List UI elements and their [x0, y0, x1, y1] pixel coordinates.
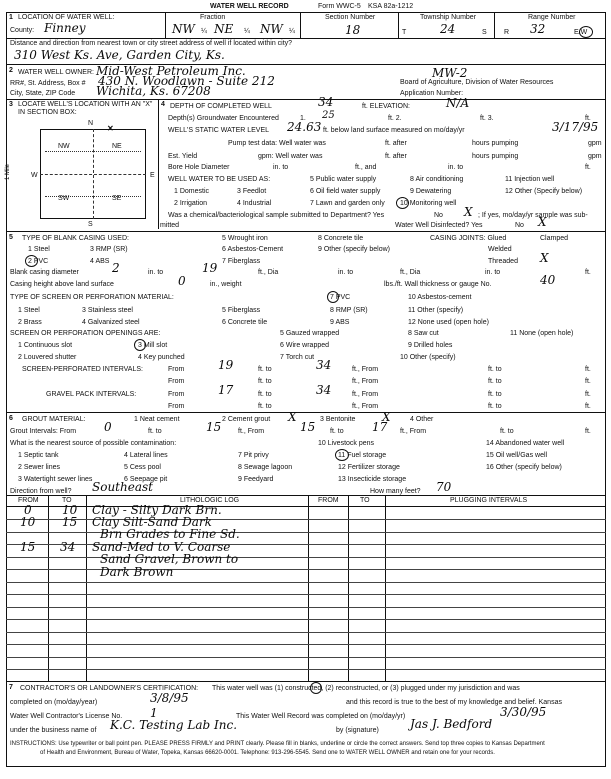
opening-drilled[interactable]: 9 Drilled holes	[408, 342, 453, 349]
range-w-circle	[579, 26, 593, 38]
township-value[interactable]: 24	[440, 22, 456, 36]
yield-after-label: ft. after	[385, 153, 407, 160]
section-6-number: 6	[9, 415, 13, 422]
grout-cement[interactable]: 2 Cement grout	[222, 416, 271, 423]
section-4-number: 4	[161, 101, 165, 108]
signature-value[interactable]: Jas J. Bedford	[410, 717, 493, 731]
opening-none[interactable]: 11 None (open hole)	[510, 330, 574, 337]
grout-bentonite[interactable]: 3 Bentonite	[320, 416, 356, 423]
gw1-value[interactable]: 25	[322, 110, 335, 121]
diameter-ft2: ft., Dia	[400, 269, 421, 276]
joints-threaded[interactable]: Threaded	[488, 258, 518, 265]
township-suffix: S	[482, 29, 487, 36]
log-to[interactable]: 15	[62, 515, 78, 529]
pump-hours-label: hours pumping	[472, 140, 519, 147]
pump-test-label: Pump test data: Well water was	[228, 140, 326, 147]
opening-millslot[interactable]: 3 Mill slot	[138, 342, 168, 349]
use-oilfield[interactable]: 6 Oil field water supply	[310, 188, 381, 195]
screen-type-label: TYPE OF SCREEN OR PERFORATION MATERIAL:	[10, 294, 174, 301]
height-label: Casing height above land surface	[10, 281, 114, 288]
log-rule	[6, 582, 606, 583]
log-text[interactable]: Sand Gravel, Brown to	[100, 552, 239, 566]
use-dewatering[interactable]: 9 Dewatering	[410, 188, 452, 195]
pvc-circle	[25, 255, 38, 267]
casing-type-label: TYPE OF BLANK CASING USED:	[22, 235, 129, 242]
gravel-ft2: ft.	[585, 403, 591, 410]
elevation-label: ft. ELEVATION:	[362, 103, 410, 110]
use-monitoring[interactable]: 10 Monitoring well	[400, 200, 457, 207]
use-feedlot[interactable]: 3 Feedlot	[237, 188, 267, 195]
screen-none[interactable]: 12 None used (open hole)	[408, 319, 489, 326]
range-value[interactable]: 32	[530, 22, 546, 36]
use-public[interactable]: 5 Public water supply	[310, 176, 377, 183]
county-label: County:	[10, 27, 35, 34]
form-title: WATER WELL RECORD	[210, 3, 289, 10]
owner-value[interactable]: Mid-West Petroleum Inc.	[96, 64, 246, 78]
grout-label: GROUT MATERIAL:	[22, 416, 86, 423]
gravel-from-label2: From	[168, 403, 185, 410]
contamination-label: What is the nearest source of possible contamination:	[10, 440, 177, 447]
completed-suffix: and this record is true to the best of my knowledge and belief. Kansas	[346, 699, 562, 706]
grout-neat[interactable]: 1 Neat cement	[134, 416, 180, 423]
static-suffix: ft. below land surface measured on mo/day/yr	[323, 127, 465, 134]
grout-ft-from2: ft., From	[400, 428, 427, 435]
diameter-ft3: ft.	[585, 269, 591, 276]
joints-label: CASING JOINTS: Glued	[430, 235, 507, 242]
log-from[interactable]: 10	[20, 515, 36, 529]
yield-label: Est. Yield	[168, 153, 198, 160]
log-rule	[6, 557, 606, 558]
signature-label: by (signature)	[336, 727, 379, 734]
screen-asbestos[interactable]: 10 Asbestos-cement	[408, 294, 472, 301]
grout-to2-value[interactable]: 17	[372, 420, 388, 434]
grout-bentonite-mark[interactable]: X	[382, 410, 391, 424]
cert-text: This water well was (1) constructed, (2) reconstructed, or (3) plugged under my jurisdiction and was	[212, 685, 520, 692]
contam-lagoon[interactable]: 8 Sewage lagoon	[238, 464, 293, 471]
groundwater-label: Depth(s) Groundwater Encountered	[168, 115, 279, 122]
depth-value[interactable]: 34	[318, 95, 334, 109]
license-label: Water Well Contractor's License No.	[10, 713, 123, 720]
section-2-number: 2	[9, 67, 13, 74]
sw-label: SW	[58, 195, 70, 202]
perf-ft-from: ft., From	[352, 366, 379, 373]
perf-to-label: ft. to	[258, 366, 272, 373]
gw3-label: ft. 3.	[480, 115, 494, 122]
contam-cesspool[interactable]: 5 Cess pool	[124, 464, 161, 471]
gw2-label: ft. 2.	[388, 115, 402, 122]
casing-asbestos[interactable]: 6 Asbestos-Cement	[222, 246, 284, 253]
static-level-value[interactable]: 24.63	[287, 120, 322, 134]
yield-gpm-unit: gpm	[588, 153, 602, 160]
disinfected-label: Water Well Disinfected? Yes	[395, 222, 483, 229]
record-label: This Water Well Record was completed on (mo/day/yr)	[236, 713, 406, 720]
diameter-in: in. to	[148, 269, 164, 276]
contam-abandoned[interactable]: 14 Abandoned water well	[486, 440, 565, 447]
board-label: Board of Agriculture, Division of Water Resources	[400, 79, 554, 86]
license-value[interactable]: 1	[150, 706, 158, 720]
casing-pvc[interactable]: 2 PVC	[28, 258, 49, 265]
grout-from-value[interactable]: 0	[104, 420, 112, 434]
casing-concrete[interactable]: 8 Concrete tile	[318, 235, 364, 242]
elevation-value[interactable]: N/A	[446, 96, 470, 110]
diameter-value[interactable]: 2	[112, 261, 120, 275]
chem-no-label: No	[434, 212, 443, 219]
grout-intervals-label: Grout Intervals: From	[10, 428, 77, 435]
casing-fiberglass[interactable]: 7 Fiberglass	[222, 258, 261, 265]
mile-label: 1 Mile	[5, 163, 11, 180]
weight-unit: lbs./ft. Wall thickness or gauge No.	[384, 281, 492, 288]
bore-ft2: ft.	[585, 164, 591, 171]
contam-septic[interactable]: 1 Septic tank	[18, 452, 59, 459]
grout-ft: ft.	[585, 428, 591, 435]
height-in: in., weight	[210, 281, 242, 288]
perf-ft-to3: ft. to	[488, 378, 502, 385]
gravel-ft-to3: ft. to	[488, 403, 502, 410]
address-label: RR#, St. Address, Box #	[10, 80, 86, 87]
county-value[interactable]: Finney	[44, 21, 86, 35]
contam-lateral[interactable]: 4 Lateral lines	[124, 452, 168, 459]
log-to-header: TO	[62, 497, 72, 504]
casing-steel[interactable]: 1 Steel	[28, 246, 50, 253]
business-label: under the business name of	[10, 727, 97, 734]
contam-seepage[interactable]: 6 Seepage pit	[124, 476, 168, 483]
well-id-value[interactable]: MW-2	[432, 66, 468, 80]
opening-keypunched[interactable]: 4 Key punched	[138, 354, 185, 361]
log-rule	[6, 569, 606, 570]
opening-wire[interactable]: 6 Wire wrapped	[280, 342, 330, 349]
direction-label: Direction from well?	[10, 488, 72, 495]
diameter-to-value[interactable]: 19	[202, 261, 218, 275]
log-rule	[6, 594, 606, 595]
gravel-label: GRAVEL PACK INTERVALS:	[46, 391, 137, 398]
gw1-number: 1.	[300, 115, 306, 122]
log-rule	[6, 632, 606, 633]
yield-gpm-label: gpm: Well water was	[258, 153, 323, 160]
screen-galvanized[interactable]: 4 Galvanized steel	[82, 319, 140, 326]
gravel-from-label: From	[168, 391, 185, 398]
grout-to-value[interactable]: 15	[206, 420, 222, 434]
city-value[interactable]: Wichita, Ks. 67208	[96, 84, 211, 98]
perf-ft-from2: ft., From	[352, 378, 379, 385]
diameter-ft: ft., Dia	[258, 269, 279, 276]
log-from[interactable]: 0	[24, 503, 32, 517]
log-rule	[6, 657, 606, 658]
quarter-mark: ¼	[289, 28, 295, 35]
quarter-3[interactable]: NW	[260, 22, 283, 36]
record-date-value[interactable]: 3/30/95	[500, 705, 547, 719]
form-number: Form WWC-5	[318, 3, 361, 10]
grout-cement-mark[interactable]: X	[288, 410, 297, 424]
direction-value[interactable]: Southeast	[92, 480, 153, 494]
log-to[interactable]: 10	[62, 503, 78, 517]
north-label: N	[88, 120, 94, 127]
gravel-ft-from: ft., From	[352, 391, 379, 398]
completed-label: completed on (mo/day/year)	[10, 699, 98, 706]
screen-pvc[interactable]: 7 PVC	[330, 294, 351, 301]
use-air[interactable]: 8 Air conditioning	[410, 176, 464, 183]
pump-gpm-label: gpm	[588, 140, 602, 147]
use-industrial[interactable]: 4 Industrial	[237, 200, 272, 207]
static-level-label: WELL'S STATIC WATER LEVEL	[168, 127, 270, 134]
log-rule	[6, 607, 606, 608]
log-to[interactable]: 34	[60, 540, 76, 554]
range-prefix: R	[504, 29, 510, 36]
log-text[interactable]: Clay Silt-Sand Dark	[92, 515, 212, 529]
screen-other[interactable]: 11 Other (specify)	[408, 307, 464, 314]
log-rule	[6, 619, 606, 620]
section-7-number: 7	[9, 684, 13, 691]
contam-sewer[interactable]: 2 Sewer lines	[18, 464, 61, 471]
use-lawn[interactable]: 7 Lawn and garden only	[310, 200, 385, 207]
contam-oilwell[interactable]: 15 Oil well/Gas well	[486, 452, 548, 459]
use-label: WELL WATER TO BE USED AS:	[168, 176, 271, 183]
chem-mitted: mitted	[160, 222, 180, 229]
west-label: W	[31, 172, 38, 179]
perf-from-value[interactable]: 19	[218, 358, 234, 372]
chem-sample-label: Was a chemical/bacteriological sample submitted to Department? Yes	[168, 212, 385, 219]
gauge-value[interactable]: 40	[540, 273, 556, 287]
log-text[interactable]: Dark Brown	[100, 565, 174, 579]
use-domestic[interactable]: 1 Domestic	[174, 188, 210, 195]
screen-brass[interactable]: 2 Brass	[18, 319, 42, 326]
distance-value[interactable]: 310 West Ks. Ave, Garden City, Ks.	[14, 48, 225, 62]
quarter-2[interactable]: NE	[214, 22, 234, 36]
log-text[interactable]: Sand-Med to V. Coarse	[92, 540, 231, 554]
log-rule	[6, 644, 606, 645]
casing-other[interactable]: 9 Other (specify below)	[318, 246, 390, 253]
quarter-mark: ¼	[244, 28, 250, 35]
range-direction: E/W	[574, 29, 588, 36]
constructed-circle	[310, 682, 322, 694]
instructions-line-2: of Health and Environment, Bureau of Water, Topeka, Kansas 66620-0001. Telephone: 913-296-5545. Send one to WATER WELL OWNER and retain one for your records.	[40, 750, 495, 756]
screen-rmp[interactable]: 8 RMP (SR)	[330, 307, 368, 314]
log-text[interactable]: Brn Grades to Fine Sd.	[100, 527, 240, 541]
opening-louvered[interactable]: 2 Louvered shutter	[18, 354, 77, 361]
completed-value[interactable]: 3/8/95	[150, 691, 189, 705]
contam-livestock[interactable]: 10 Livestock pens	[318, 440, 375, 447]
perf-from-label: From	[168, 366, 185, 373]
perf-to-value[interactable]: 34	[316, 358, 332, 372]
contam-feedyard[interactable]: 9 Feedyard	[238, 476, 274, 483]
use-irrigation[interactable]: 2 Irrigation	[174, 200, 208, 207]
township-prefix: T	[402, 29, 407, 36]
gw-ft: ft.	[585, 115, 591, 122]
perf-ft-to2: ft. to	[488, 366, 502, 373]
joints-clamped[interactable]: Clamped	[540, 235, 569, 242]
se-label: SE	[112, 195, 122, 202]
bore-in: in. to	[273, 164, 289, 171]
address-value[interactable]: 430 N. Woodlawn - Suite 212	[98, 74, 275, 88]
grout-ft-from: ft., From	[238, 428, 265, 435]
gravel-from-value[interactable]: 17	[218, 383, 234, 397]
depth-label: DEPTH OF COMPLETED WELL	[170, 103, 272, 110]
log-rule	[6, 669, 606, 670]
grout-from2-value[interactable]: 15	[300, 420, 316, 434]
diameter-label: Blank casing diameter	[10, 269, 79, 276]
chem-suffix: ; If yes, mo/day/yr sample was sub-	[478, 212, 588, 219]
section-number-value[interactable]: 18	[345, 23, 361, 37]
perf-ft: ft.	[585, 366, 591, 373]
casing-rmp[interactable]: 3 RMP (SR)	[90, 246, 128, 253]
range-label: Range Number	[528, 14, 576, 21]
chem-no-mark[interactable]: X	[464, 205, 473, 219]
gravel-to-label2: ft. to	[258, 403, 272, 410]
screen-stainless[interactable]: 3 Stainless steel	[82, 307, 133, 314]
contam-fertilizer[interactable]: 12 Fertilizer storage	[338, 464, 400, 471]
diameter-in2: in. to	[338, 269, 354, 276]
use-other[interactable]: 12 Other (Specify below)	[505, 188, 583, 195]
grout-ft-to3: ft. to	[500, 428, 514, 435]
log-text[interactable]: Clay - Silty Dark Brn.	[92, 503, 222, 517]
bore-in2: in. to	[448, 164, 464, 171]
contam-watertight[interactable]: 3 Watertight sewer lines	[18, 476, 93, 483]
log-lith-header: LITHOLOGIC LOG	[180, 497, 240, 504]
how-many-label: How many feet?	[370, 488, 421, 495]
ne-label: NE	[112, 143, 122, 150]
static-date-value[interactable]: 3/17/95	[552, 120, 599, 134]
section-1-number: 1	[9, 14, 13, 21]
plug-from-header: FROM	[318, 497, 339, 504]
location-label: LOCATION OF WATER WELL:	[18, 14, 115, 21]
casing-wrought[interactable]: 5 Wrought iron	[222, 235, 268, 242]
south-label: S	[88, 221, 93, 228]
perf-to-label2: ft. to	[258, 378, 272, 385]
log-from[interactable]: 15	[20, 540, 36, 554]
plug-header: PLUGGING INTERVALS	[450, 497, 528, 504]
disinfected-no-mark[interactable]: X	[538, 215, 547, 229]
plug-to-header: TO	[360, 497, 370, 504]
how-many-value[interactable]: 70	[436, 480, 452, 494]
height-value[interactable]: 0	[178, 274, 186, 288]
cert-label: CONTRACTOR'S OR LANDOWNER'S CERTIFICATION:	[20, 685, 199, 692]
pump-after-label: ft. after	[385, 140, 407, 147]
fuel-circle	[335, 449, 349, 461]
perf-intervals-label: SCREEN-PERFORATED INTERVALS:	[22, 366, 143, 373]
log-rule	[6, 532, 606, 533]
owner-label: WATER WELL OWNER:	[18, 69, 94, 76]
locate-label: LOCATE WELL'S LOCATION WITH AN "X" IN SECTION BOX:	[18, 101, 153, 116]
contam-fuel[interactable]: 11 Fuel storage	[338, 452, 387, 459]
opening-continuous[interactable]: 1 Continuous slot	[18, 342, 73, 349]
perf-ft2: ft.	[585, 378, 591, 385]
quarter-1[interactable]: NW	[172, 22, 195, 36]
fraction-label: Fraction	[200, 14, 226, 21]
grout-other[interactable]: 4 Other	[410, 416, 434, 423]
township-label: Township Number	[420, 14, 477, 21]
bore-label: Bore Hole Diameter	[168, 164, 230, 171]
section-3-number: 3	[9, 101, 13, 108]
perf-from-label2: From	[168, 378, 185, 385]
east-label: E	[150, 172, 155, 179]
screen-concrete[interactable]: 6 Concrete tile	[222, 319, 268, 326]
millslot-circle	[134, 339, 146, 351]
threaded-mark[interactable]: X	[540, 251, 549, 265]
nw-label: NW	[58, 143, 70, 150]
openings-label: SCREEN OR PERFORATION OPENINGS ARE:	[10, 330, 161, 337]
log-from-header: FROM	[18, 497, 39, 504]
quarter-mark: ¼	[201, 28, 207, 35]
gravel-ft-from2: ft., From	[352, 403, 379, 410]
gravel-to-label: ft. to	[258, 391, 272, 398]
section-5-number: 5	[9, 234, 13, 241]
opening-gauzed[interactable]: 5 Gauzed wrapped	[280, 330, 340, 337]
diameter-in3: in. to	[485, 269, 501, 276]
contam-pit[interactable]: 7 Pit privy	[238, 452, 269, 459]
gravel-ft-to2: ft. to	[488, 391, 502, 398]
distance-label: Distance and direction from nearest town or city street address of well if located within city?	[10, 40, 293, 47]
contam-insecticide[interactable]: 13 Insecticide storage	[338, 476, 407, 483]
yield-hours-label: hours pumping	[472, 153, 519, 160]
screen-abs[interactable]: 9 ABS	[330, 319, 350, 326]
section-number-label: Section Number	[325, 14, 376, 21]
instructions-line-1: INSTRUCTIONS: Use typewriter or ball point pen. PLEASE PRESS FIRMLY and PRINT clearly. Please fill in blanks, underline or circle the correct answers. Send top three copies to Kansas Department	[10, 741, 545, 747]
screen-fiberglass[interactable]: 5 Fiberglass	[222, 307, 261, 314]
joints-welded[interactable]: Welded	[488, 246, 512, 253]
contam-other[interactable]: 16 Other (specify below)	[486, 464, 562, 471]
form-statute: KSA 82a-1212	[368, 3, 414, 10]
location-x-mark: ✕	[107, 124, 114, 133]
opening-torch[interactable]: 7 Torch cut	[280, 354, 315, 361]
screen-steel[interactable]: 1 Steel	[18, 307, 40, 314]
opening-sawcut[interactable]: 8 Saw cut	[408, 330, 439, 337]
casing-abs[interactable]: 4 ABS	[90, 258, 110, 265]
application-label: Application Number:	[400, 90, 464, 97]
city-label: City, State, ZIP Code	[10, 90, 76, 97]
use-injection[interactable]: 11 Injection well	[505, 176, 555, 183]
opening-other[interactable]: 10 Other (specify)	[400, 354, 456, 361]
screen-pvc-circle	[327, 291, 339, 303]
disinfected-no-label: No	[515, 222, 524, 229]
gravel-to-value[interactable]: 34	[316, 383, 332, 397]
business-value[interactable]: K.C. Testing Lab Inc.	[110, 718, 238, 732]
grout-to-label: ft. to	[148, 428, 162, 435]
monitoring-circle	[396, 197, 409, 209]
gravel-ft: ft.	[585, 391, 591, 398]
bore-ft: ft., and	[355, 164, 377, 171]
grout-to2-label: ft. to	[330, 428, 344, 435]
